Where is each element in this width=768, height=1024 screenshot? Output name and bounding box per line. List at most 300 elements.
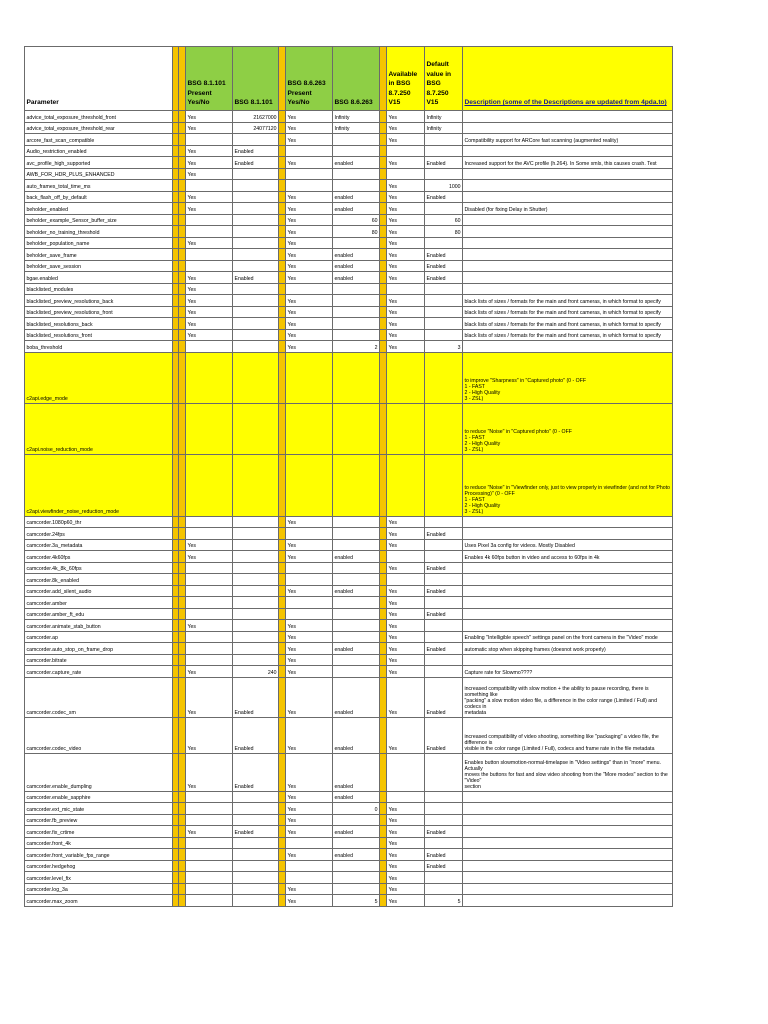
- bsg87-default-cell: [425, 620, 463, 632]
- parameter-cell: camcorder.1080p60_thr: [25, 516, 173, 528]
- bsg81-value-cell: [233, 528, 279, 540]
- description-cell: [463, 608, 673, 620]
- table-row: [25, 717, 673, 753]
- bsg81-present-cell: Yes: [186, 551, 233, 563]
- table-row: [25, 826, 673, 838]
- table-row: [25, 551, 673, 563]
- description-cell: [463, 585, 673, 597]
- column-separator: [380, 551, 387, 563]
- table-row: [25, 654, 673, 666]
- bsg86-value-cell: [333, 134, 380, 146]
- bsg81-present-cell: [186, 516, 233, 528]
- column-separator: [380, 826, 387, 838]
- bsg87-default-cell: [425, 803, 463, 815]
- bsg87-available-cell: Yes: [387, 191, 425, 203]
- column-separator: [380, 352, 387, 403]
- column-separator: [179, 539, 186, 551]
- description-line: section: [464, 783, 481, 790]
- bsg87-default-cell: [425, 403, 463, 454]
- description-line: increased compatibility with slow motion + the ability to pause recording, there is something like: [464, 685, 649, 698]
- column-separator: [279, 562, 286, 574]
- table-row: [25, 860, 673, 872]
- parameter-cell: camcorder.3a_metadata: [25, 539, 173, 551]
- column-separator: [380, 717, 387, 753]
- column-separator: [279, 237, 286, 249]
- column-separator: [279, 551, 286, 563]
- column-separator: [279, 753, 286, 791]
- column-separator: [279, 814, 286, 826]
- column-separator: [179, 403, 186, 454]
- bsg81-present-cell: [186, 134, 233, 146]
- bsg86-present-cell: [286, 454, 333, 516]
- column-separator: [279, 272, 286, 284]
- bsg81-value-cell: [233, 306, 279, 318]
- bsg86-present-cell: [286, 528, 333, 540]
- bsg87-available-cell: [387, 791, 425, 803]
- bsg81-value-cell: [233, 191, 279, 203]
- column-separator: [279, 134, 286, 146]
- table-row: [25, 539, 673, 551]
- column-separator: [279, 249, 286, 261]
- bsg86-value-cell: enabled: [333, 585, 380, 597]
- column-separator: [179, 260, 186, 272]
- description-cell: [463, 574, 673, 586]
- bsg87-available-cell: Yes: [387, 631, 425, 643]
- column-separator: [279, 329, 286, 341]
- bsg87-available-cell: [387, 574, 425, 586]
- table-row: [25, 403, 673, 454]
- bsg87-default-cell: 5: [425, 895, 463, 907]
- bsg86-value-cell: [333, 352, 380, 403]
- description-cell: [463, 814, 673, 826]
- bsg86-present-cell: [286, 283, 333, 295]
- column-separator: [179, 585, 186, 597]
- table-row: [25, 643, 673, 655]
- column-separator: [380, 620, 387, 632]
- table-row: [25, 237, 673, 249]
- bsg86-present-cell: Yes: [286, 157, 333, 169]
- bsg81-value-cell: 240: [233, 666, 279, 678]
- table-row: [25, 341, 673, 353]
- bsg87-default-cell: [425, 837, 463, 849]
- bsg81-present-cell: Yes: [186, 168, 233, 180]
- parameter-cell: beholder_save_session: [25, 260, 173, 272]
- column-separator: [380, 403, 387, 454]
- column-separator: [279, 608, 286, 620]
- table-row: [25, 883, 673, 895]
- table-row: [25, 631, 673, 643]
- bsg81-present-cell: [186, 214, 233, 226]
- column-separator: [279, 837, 286, 849]
- bsg86-value-cell: enabled: [333, 677, 380, 717]
- bsg87-available-cell: Yes: [387, 295, 425, 307]
- bsg87-available-cell: Yes: [387, 214, 425, 226]
- bsg87-available-cell: Yes: [387, 272, 425, 284]
- bsg86-value-cell: [333, 237, 380, 249]
- column-separator: [179, 272, 186, 284]
- description-cell: [463, 237, 673, 249]
- column-separator: [380, 283, 387, 295]
- bsg81-value-cell: [233, 403, 279, 454]
- bsg87-available-cell: [387, 168, 425, 180]
- bsg86-value-cell: [333, 180, 380, 192]
- bsg86-value-cell: enabled: [333, 191, 380, 203]
- parameter-cell: camcorder.bitrate: [25, 654, 173, 666]
- bsg87-available-cell: Yes: [387, 677, 425, 717]
- bsg87-available-cell: Yes: [387, 122, 425, 134]
- bsg81-value-cell: [233, 643, 279, 655]
- description-line: 1 - FAST: [464, 496, 485, 503]
- description-line: to improve "Sharpness" in "Captured photo" (0 - OFF: [464, 377, 587, 384]
- column-separator: [279, 295, 286, 307]
- column-separator: [380, 608, 387, 620]
- column-separator: [279, 203, 286, 215]
- table-row: [25, 562, 673, 574]
- bsg86-value-cell: [333, 168, 380, 180]
- bsg81-value-cell: [233, 352, 279, 403]
- bsg87-available-cell: Yes: [387, 180, 425, 192]
- header-bsg86-value: BSG 8.6.263: [333, 47, 380, 111]
- bsg86-value-cell: [333, 454, 380, 516]
- bsg81-value-cell: [233, 539, 279, 551]
- bsg87-default-cell: Enabled: [425, 643, 463, 655]
- bsg87-default-cell: Enabled: [425, 860, 463, 872]
- parameter-cell: camcorder.ext_mic_state: [25, 803, 173, 815]
- parameter-cell: avc_profile_high_supported: [25, 157, 173, 169]
- column-separator: [179, 122, 186, 134]
- parameter-cell: camcorder.4k60fps: [25, 551, 173, 563]
- table-row: [25, 122, 673, 134]
- description-cell: [463, 341, 673, 353]
- table-row: [25, 157, 673, 169]
- parameter-cell: blacklisted_resolutions_back: [25, 318, 173, 330]
- bsg86-present-cell: Yes: [286, 677, 333, 717]
- bsg86-value-cell: enabled: [333, 826, 380, 838]
- table-row: [25, 145, 673, 157]
- bsg81-present-cell: [186, 341, 233, 353]
- description-cell: Disabled (for fixing Delay in Shutter): [463, 203, 673, 215]
- bsg86-value-cell: enabled: [333, 203, 380, 215]
- bsg87-default-cell: Enabled: [425, 849, 463, 861]
- column-separator: [380, 454, 387, 516]
- parameter-cell: beholder_no_training_threshold: [25, 226, 173, 238]
- bsg86-value-cell: enabled: [333, 717, 380, 753]
- bsg86-present-cell: Yes: [286, 516, 333, 528]
- bsg86-value-cell: [333, 837, 380, 849]
- header-bsg87-available: Available in BSG 8.7.250 V15: [387, 47, 425, 111]
- column-separator: [380, 585, 387, 597]
- description-cell: automatic stop when skipping frames (doesnot work properly): [463, 643, 673, 655]
- bsg87-default-cell: Enabled: [425, 717, 463, 753]
- column-separator: [179, 631, 186, 643]
- column-separator: [279, 574, 286, 586]
- description-cell: Uses Pixel 3a config for videos. Mostly Disabled: [463, 539, 673, 551]
- bsg86-present-cell: Yes: [286, 272, 333, 284]
- column-separator: [179, 849, 186, 861]
- bsg86-present-cell: Yes: [286, 237, 333, 249]
- bsg86-value-cell: enabled: [333, 249, 380, 261]
- bsg87-default-cell: Enabled: [425, 562, 463, 574]
- bsg86-value-cell: [333, 574, 380, 586]
- column-separator: [279, 283, 286, 295]
- bsg81-value-cell: [233, 620, 279, 632]
- bsg81-value-cell: [233, 837, 279, 849]
- column-separator: [380, 237, 387, 249]
- description-cell: [463, 562, 673, 574]
- table-row: [25, 528, 673, 540]
- bsg87-default-cell: 1000: [425, 180, 463, 192]
- bsg86-present-cell: Yes: [286, 214, 333, 226]
- bsg87-default-cell: Enabled: [425, 608, 463, 620]
- bsg87-available-cell: [387, 352, 425, 403]
- bsg81-present-cell: [186, 608, 233, 620]
- bsg87-default-cell: Enabled: [425, 272, 463, 284]
- column-separator: [279, 860, 286, 872]
- header-row: [25, 47, 673, 111]
- bsg81-present-cell: [186, 403, 233, 454]
- table-row: [25, 283, 673, 295]
- column-separator: [380, 872, 387, 884]
- column-separator: [179, 341, 186, 353]
- description-cell: [463, 860, 673, 872]
- bsg87-default-cell: [425, 329, 463, 341]
- description-cell: [463, 837, 673, 849]
- header-bsg87-default: Default value in BSG 8.7.250 V15: [425, 47, 463, 111]
- bsg81-present-cell: Yes: [186, 620, 233, 632]
- bsg87-available-cell: Yes: [387, 872, 425, 884]
- bsg81-value-cell: [233, 791, 279, 803]
- bsg86-present-cell: Yes: [286, 849, 333, 861]
- column-separator: [380, 329, 387, 341]
- bsg86-present-cell: Yes: [286, 895, 333, 907]
- column-separator: [279, 306, 286, 318]
- column-separator: [380, 516, 387, 528]
- table-row: [25, 872, 673, 884]
- column-separator: [179, 47, 186, 111]
- parameter-cell: beholder_example_Sensor_buffer_size: [25, 214, 173, 226]
- description-cell: [463, 122, 673, 134]
- column-separator: [179, 574, 186, 586]
- bsg87-available-cell: Yes: [387, 318, 425, 330]
- bsg87-default-cell: 80: [425, 226, 463, 238]
- bsg81-present-cell: [186, 791, 233, 803]
- bsg81-present-cell: [186, 654, 233, 666]
- bsg81-value-cell: [233, 329, 279, 341]
- bsg87-default-cell: [425, 631, 463, 643]
- bsg87-available-cell: Yes: [387, 608, 425, 620]
- parameter-cell: camcorder.ap: [25, 631, 173, 643]
- column-separator: [179, 226, 186, 238]
- column-separator: [380, 318, 387, 330]
- bsg81-present-cell: Yes: [186, 826, 233, 838]
- parameter-cell: camcorder.fb_preview: [25, 814, 173, 826]
- column-separator: [380, 791, 387, 803]
- bsg81-present-cell: [186, 895, 233, 907]
- bsg81-value-cell: [233, 180, 279, 192]
- description-cell: [463, 352, 673, 403]
- parameter-cell: camcorder.capture_rate: [25, 666, 173, 678]
- table-row: [25, 620, 673, 632]
- bsg87-default-cell: [425, 654, 463, 666]
- column-separator: [380, 191, 387, 203]
- parameter-cell: camcorder.auto_stop_on_frame_drop: [25, 643, 173, 655]
- bsg81-value-cell: [233, 203, 279, 215]
- bsg81-value-cell: [233, 249, 279, 261]
- table-row: [25, 272, 673, 284]
- bsg87-available-cell: Yes: [387, 895, 425, 907]
- bsg86-value-cell: 0: [333, 803, 380, 815]
- bsg81-present-cell: Yes: [186, 122, 233, 134]
- bsg87-default-cell: [425, 872, 463, 884]
- column-separator: [179, 562, 186, 574]
- bsg87-default-cell: [425, 454, 463, 516]
- bsg87-default-cell: Enabled: [425, 260, 463, 272]
- column-separator: [380, 122, 387, 134]
- bsg86-value-cell: 5: [333, 895, 380, 907]
- column-separator: [179, 837, 186, 849]
- description-cell: [463, 717, 673, 753]
- bsg81-value-cell: [233, 237, 279, 249]
- bsg81-present-cell: [186, 837, 233, 849]
- column-separator: [279, 620, 286, 632]
- bsg81-present-cell: Yes: [186, 677, 233, 717]
- bsg86-present-cell: [286, 168, 333, 180]
- column-separator: [279, 895, 286, 907]
- bsg86-value-cell: [333, 516, 380, 528]
- bsg86-present-cell: Yes: [286, 134, 333, 146]
- bsg86-present-cell: Yes: [286, 631, 333, 643]
- bsg86-present-cell: Yes: [286, 791, 333, 803]
- bsg87-default-cell: Infinity: [425, 122, 463, 134]
- bsg81-value-cell: Enabled: [233, 157, 279, 169]
- bsg81-present-cell: [186, 883, 233, 895]
- bsg87-available-cell: Yes: [387, 620, 425, 632]
- bsg87-available-cell: Yes: [387, 341, 425, 353]
- bsg86-present-cell: [286, 403, 333, 454]
- bsg87-default-cell: [425, 814, 463, 826]
- bsg87-default-cell: Enabled: [425, 826, 463, 838]
- bsg87-default-cell: [425, 168, 463, 180]
- bsg86-value-cell: [333, 654, 380, 666]
- parameter-cell: camcorder.24fps: [25, 528, 173, 540]
- bsg81-present-cell: Yes: [186, 666, 233, 678]
- description-cell: [463, 654, 673, 666]
- column-separator: [279, 180, 286, 192]
- column-separator: [380, 539, 387, 551]
- bsg86-present-cell: [286, 562, 333, 574]
- description-line: 2 - High Quality: [464, 440, 501, 447]
- table-row: [25, 295, 673, 307]
- bsg81-value-cell: [233, 849, 279, 861]
- table-row: [25, 803, 673, 815]
- bsg86-value-cell: 80: [333, 226, 380, 238]
- column-separator: [179, 180, 186, 192]
- bsg86-present-cell: Yes: [286, 191, 333, 203]
- bsg87-available-cell: Yes: [387, 643, 425, 655]
- column-separator: [279, 631, 286, 643]
- bsg87-available-cell: Yes: [387, 803, 425, 815]
- parameter-cell: camcorder.animate_stab_button: [25, 620, 173, 632]
- parameter-cell: beholder_population_name: [25, 237, 173, 249]
- table-row: [25, 226, 673, 238]
- bsg87-available-cell: Yes: [387, 562, 425, 574]
- bsg86-present-cell: [286, 872, 333, 884]
- bsg86-present-cell: [286, 837, 333, 849]
- bsg81-present-cell: Yes: [186, 295, 233, 307]
- bsg86-value-cell: [333, 620, 380, 632]
- table-row: [25, 516, 673, 528]
- parameter-cell: camcorder.add_silent_audio: [25, 585, 173, 597]
- bsg81-present-cell: Yes: [186, 157, 233, 169]
- table-row: [25, 180, 673, 192]
- description-cell: [463, 403, 673, 454]
- column-separator: [279, 47, 286, 111]
- bsg86-value-cell: Infinity: [333, 122, 380, 134]
- bsg81-present-cell: Yes: [186, 237, 233, 249]
- column-separator: [380, 306, 387, 318]
- bsg81-present-cell: [186, 643, 233, 655]
- column-separator: [380, 295, 387, 307]
- table-row: [25, 249, 673, 261]
- bsg81-value-cell: 21627000: [233, 111, 279, 123]
- bsg86-present-cell: Yes: [286, 585, 333, 597]
- bsg87-available-cell: Yes: [387, 249, 425, 261]
- column-separator: [179, 111, 186, 123]
- parameter-cell: blacklisted_preview_resolutions_back: [25, 295, 173, 307]
- bsg87-available-cell: Yes: [387, 226, 425, 238]
- column-separator: [380, 272, 387, 284]
- column-separator: [279, 826, 286, 838]
- parameter-cell: c2api.viewfinder_noise_reduction_mode: [25, 454, 173, 516]
- bsg87-available-cell: [387, 145, 425, 157]
- table-row: [25, 352, 673, 403]
- bsg86-value-cell: [333, 814, 380, 826]
- column-separator: [380, 643, 387, 655]
- bsg86-present-cell: Yes: [286, 226, 333, 238]
- bsg86-present-cell: [286, 180, 333, 192]
- column-separator: [179, 895, 186, 907]
- bsg86-value-cell: 60: [333, 214, 380, 226]
- bsg87-available-cell: Yes: [387, 860, 425, 872]
- bsg86-value-cell: [333, 306, 380, 318]
- column-separator: [279, 226, 286, 238]
- bsg86-present-cell: Yes: [286, 318, 333, 330]
- description-cell: [463, 214, 673, 226]
- bsg81-present-cell: [186, 226, 233, 238]
- bsg81-present-cell: Yes: [186, 329, 233, 341]
- bsg81-value-cell: Enabled: [233, 272, 279, 284]
- column-separator: [380, 168, 387, 180]
- bsg87-available-cell: Yes: [387, 260, 425, 272]
- column-separator: [179, 860, 186, 872]
- bsg87-available-cell: Yes: [387, 837, 425, 849]
- description-line: "packing" a slow motion video file, a difference in the color range (Limited / Full) and codecs in: [464, 697, 657, 710]
- bsg81-value-cell: Enabled: [233, 826, 279, 838]
- parameter-cell: c2api.edge_mode: [25, 352, 173, 403]
- column-separator: [380, 260, 387, 272]
- bsg81-present-cell: Yes: [186, 203, 233, 215]
- description-cell: Enables 4k 60fps button in video and access to 60fps in 4k: [463, 551, 673, 563]
- table-row: [25, 214, 673, 226]
- bsg86-value-cell: [333, 403, 380, 454]
- bsg87-available-cell: Yes: [387, 654, 425, 666]
- bsg87-available-cell: Yes: [387, 134, 425, 146]
- description-cell: [463, 249, 673, 261]
- parameter-cell: camcorder.max_zoom: [25, 895, 173, 907]
- bsg81-present-cell: Yes: [186, 717, 233, 753]
- bsg87-default-cell: 60: [425, 214, 463, 226]
- column-separator: [380, 226, 387, 238]
